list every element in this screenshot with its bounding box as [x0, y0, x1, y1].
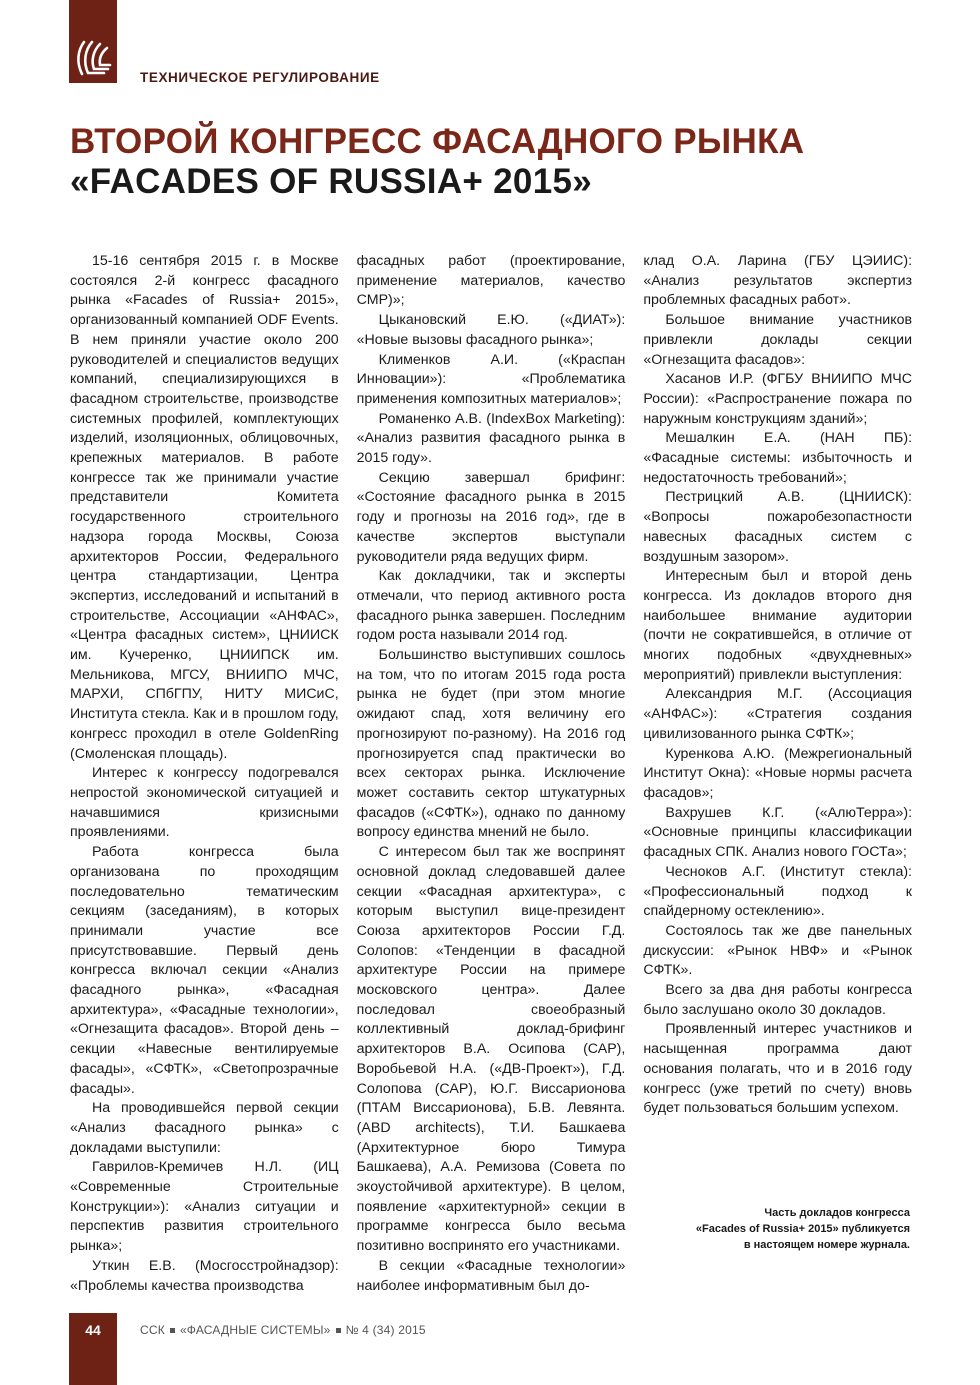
paragraph: фасадных работ (проектирование, применение материалов, качество СМР)»; [356, 253, 626, 309]
column-2 [357, 252, 626, 1296]
article-body [70, 252, 912, 1296]
editorial-note-line: Часть докладов конгресса [764, 1207, 910, 1219]
paragraph: 15-16 сентября 2015 г. в Москве состоялся 2-й конгресс фасадного рынка «Facades of Russia+ 2015», организованный компанией ODF Events. В нем приняли участие около 200 руководителей и специалистов ведущих компаний, специализирующихся в фасадном строительстве, производстве системных профилей, комплектующих изделий, изоляционных, облицовочных, крепежных материалов. В работе конгрессе так же принимали участие представители Комитета государственного строительного надзора города Москвы, Союза архитекторов России, Федерального центра стандартизации, Центра экспертиз, исследований и испытаний в строительстве, Ассоциации «АНФАС», «Центра фасадных систем», ЦНИИСК им. Кучеренко, ЦНИИПСК им. Мельникова, МГСУ, ВНИИПО МЧС, МАРХИ, СПбГПУ, НИТУ МИСиС, Института стекла. Как и в прошлом году, конгресс проходил в отеле GoldenRing (Смоленская площадь). [70, 253, 339, 762]
paragraph: Всего за два дня работы конгресса было заслушано около 30 докладов. [643, 982, 913, 1018]
paragraph: Пестрицкий А.В. (ЦНИИСК): «Вопросы пожаробезопастности навесных фасадных систем с воздушным зазором». [643, 489, 913, 565]
paragraph: Романенко А.В. (IndexBox Marketing): «Анализ развития фасадного рынка в 2015 году». [356, 410, 626, 467]
paragraph: Вахрушев К.Г. («АлюТерра»): «Основные принципы классификации фасадных СПК. Анализ нового ГОСТа»; [643, 804, 913, 861]
article-title-line2: «FACADES OF RUSSIA+ 2015» [70, 162, 592, 201]
footer-publication: ССК [140, 1323, 165, 1337]
paragraph: Чесноков А.Г. (Институт стекла): «Профессиональный подход к спайдерному остеклению». [643, 863, 913, 920]
section-label: ТЕХНИЧЕСКОЕ РЕГУЛИРОВАНИЕ [140, 70, 380, 85]
paragraph: Мешалкин Е.А. (НАН ПБ): «Фасадные системы: избыточность и недостаточность требований»; [643, 430, 913, 486]
separator-square-icon [336, 1328, 341, 1333]
footer-publication-info [140, 1323, 426, 1337]
paragraph: Цыкановский Е.Ю. («ДИАТ»): «Новые вызовы фасадного рынка»; [356, 312, 626, 348]
magazine-logo-icon [74, 36, 112, 78]
column-1 [70, 252, 339, 1296]
paragraph: клад О.А. Ларина (ГБУ ЦЭИИС): «Анализ результатов экспертиз проблемных фасадных работ». [643, 253, 913, 309]
editorial-note-line: «Facades of Russia+ 2015» публикуется [695, 1223, 910, 1235]
paragraph: С интересом был так же воспринят основной доклад следовавшей далее секции «Фасадная архитектура», с которым выступил вице-президент Союза архитекторов России Г.Д. Солопов: «Тенденции в фасадной архитектуре России на примере московского центра». Далее последовал своеобразный коллективный доклад-брифинг архитекторов В.А. Осипова (САР), Воробьевой Н.А. («ДВ-Проект»), Г.Д. Солопова (САР), Ю.Г. Виссарионова (ПТАМ Виссарионова), Б.В. Левянта. (ABD architects), Т.И. Башкаева (Архитектурное бюро Тимура Башкаева), А.А. Ремизова (Совета по экоустойчивой архитектуре). В целом, появление «архитектурной» секции в программе конгресса было весьма позитивно воспринято его участниками. [356, 844, 626, 1255]
paragraph: Проявленный интерес участников и насыщенная программа дают основания полагать, что и в 2016 году конгресс (уже третий по счету) вновь будет пользоваться большим успехом. [643, 1021, 913, 1117]
paragraph: Состоялось так же две панельных дискуссии: «Рынок НВФ» и «Рынок СФТК». [643, 922, 913, 979]
paragraph: На проводившейся первой секции «Анализ фасадного рынка» с докладами выступили: [70, 1100, 339, 1156]
page-number: 44 [85, 1322, 101, 1338]
paragraph: Как докладчики, так и эксперты отмечали, что период активного роста фасадного рынка завершен. Последним годом роста называли 2014 год. [356, 568, 626, 644]
paragraph: Клименков А.И. («Краспан Инновации»): «Проблематика применения композитных материалов»; [356, 351, 626, 407]
paragraph: Куренкова А.Ю. (Межрегиональный Институт Окна): «Новые нормы расчета фасадов»; [643, 745, 913, 801]
paragraph: Интерес к конгрессу подогревался непростой экономической ситуацией и начавшимися кризисными проявлениями. [70, 765, 339, 841]
footer-issue: № 4 (34) 2015 [345, 1323, 426, 1337]
article-title [70, 122, 930, 202]
footer-magazine: «ФАСАДНЫЕ СИСТЕМЫ» [179, 1323, 331, 1337]
column-3 [643, 252, 912, 1296]
article-title-line1: ВТОРОЙ КОНГРЕСС ФАСАДНОГО РЫНКА [70, 122, 805, 161]
paragraph: Секцию завершал брифинг: «Состояние фасадного рынка в 2015 году и прогнозы на 2016 год», где в качестве экспертов выступали руководители ряда ведущих фирм. [356, 469, 626, 565]
paragraph: Работа конгресса была организована по проходящим последовательно тематическим секциям (заседаниям), в которых принимали участие все присутствовавшие. Первый день конгресса включал секции «Анализ фасадного рынка», «Фасадная архитектура», «Фасадные технологии», «Огнезащита фасадов». Второй день – секции «Навесные вентилируемые фасады», «СФТК», «Светопрозрачные фасады». [70, 844, 339, 1097]
editorial-note [696, 1205, 910, 1253]
paragraph: В секции «Фасадные технологии» наиболее информативным был до- [356, 1257, 626, 1294]
paragraph: Уткин Е.В. (Мосгосстройнадзор): «Проблемы качества производства [70, 1257, 339, 1294]
editorial-note-line: в настоящем номере журнала. [743, 1239, 910, 1251]
paragraph: Хасанов И.Р. (ФГБУ ВНИИПО МЧС России): «Распространение пожара по наружным конструкциям зданий»; [643, 371, 913, 427]
paragraph: Интересным был и второй день конгресса. Из докладов второго дня наибольшее внимание аудитории (почти не сократившейся, в отличие от многих подобных «двухдневных» мероприятий) привлекли выступления: [643, 568, 913, 683]
paragraph: Большинство выступивших сошлось на том, что по итогам 2015 года роста рынка не будет (при этом многие ожидают спад, хотя величину его прогнозируют по-разному). На 2016 год прогнозируется спад практически во всех секторах рынка. Исключение может составить сектор штукатурных фасадов («СФТК»), однако по данному вопросу единства мнений не было. [356, 647, 626, 841]
separator-square-icon [170, 1328, 175, 1333]
paragraph: Большое внимание участников привлекли доклады секции «Огнезащита фасадов»: [643, 312, 913, 368]
paragraph: Александрия М.Г. (Ассоциация «АНФАС»): «Стратегия создания цивилизованного рынка СФТК»; [643, 686, 913, 742]
paragraph: Гаврилов-Кремичев Н.Л. (ИЦ «Современные Строительные Конструкции»): «Анализ ситуации и перспектив развития строительного рынка»; [70, 1159, 339, 1255]
